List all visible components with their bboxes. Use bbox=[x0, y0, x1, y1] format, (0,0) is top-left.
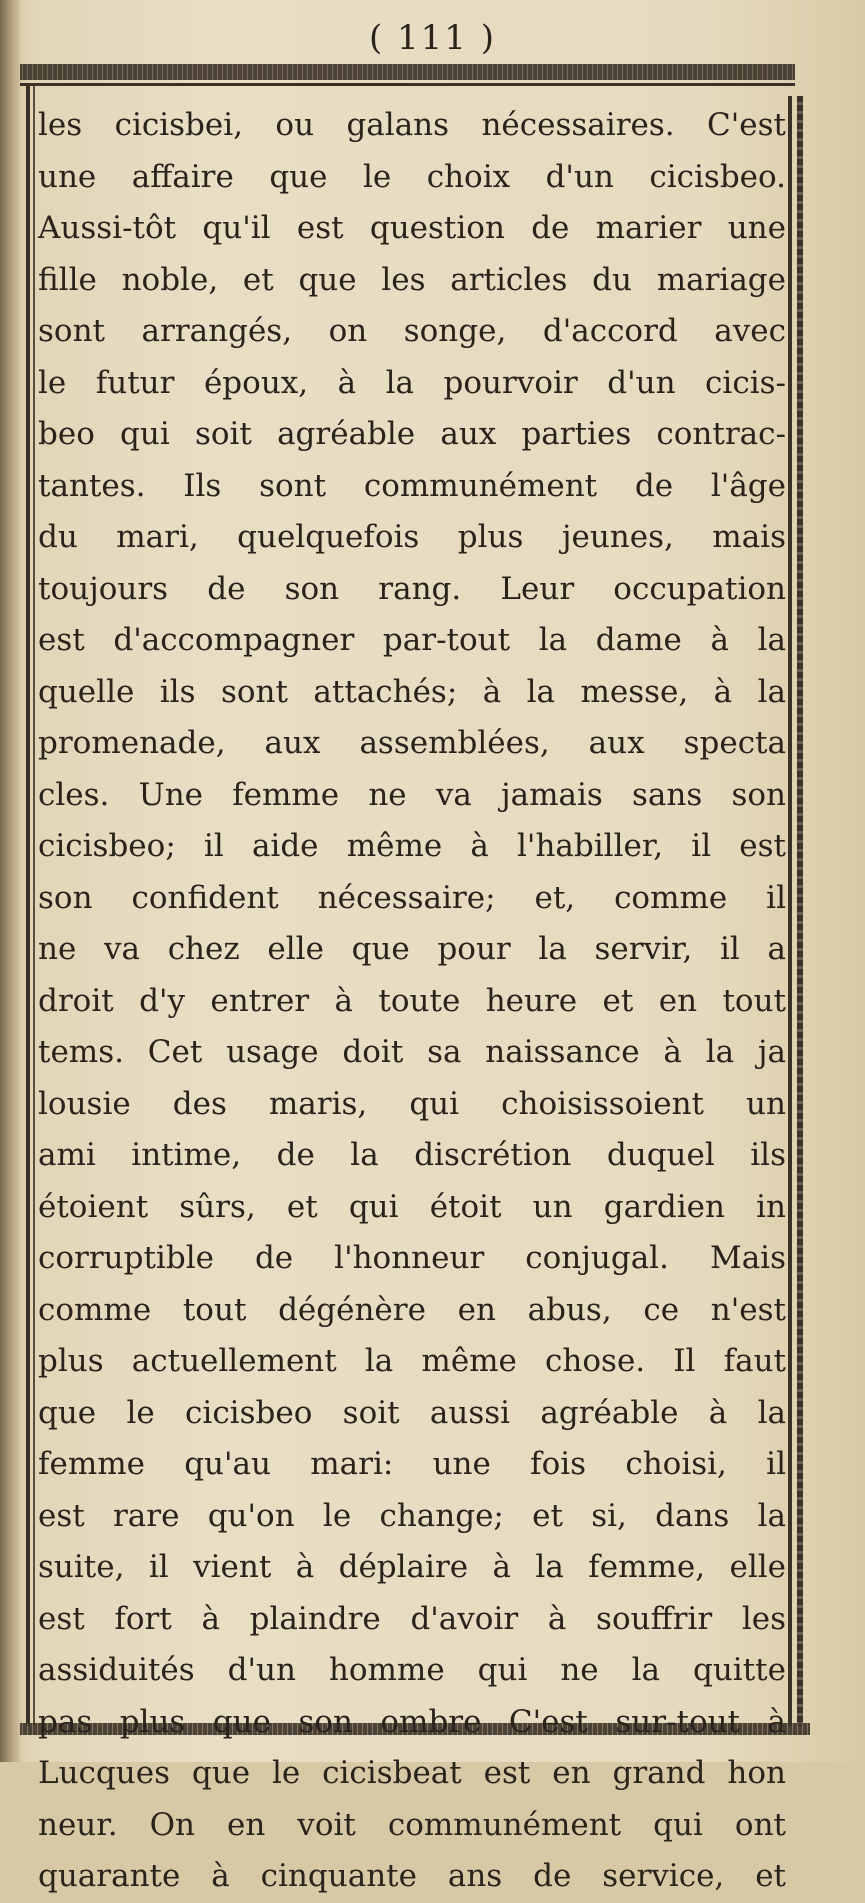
text-line: suite, il vient à déplaire à la femme, elle bbox=[38, 1549, 786, 1585]
text-line: pas plus que son ombre C'est sur-tout à bbox=[38, 1703, 786, 1740]
body-text bbox=[38, 100, 786, 1903]
top-border-thin-rule bbox=[20, 83, 795, 86]
text-line: est d'accompagner par-tout la dame à la bbox=[38, 622, 786, 658]
text-line: ami intime, de la discrétion duquel ils bbox=[38, 1137, 786, 1173]
page-number: ( 111 ) bbox=[368, 18, 497, 58]
text-line: du mari, quelquefois plus jeunes, mais bbox=[38, 519, 786, 555]
text-line: corruptible de l'honneur conjugal. Mais bbox=[38, 1240, 786, 1276]
text-line: cicisbeo; il aide même à l'habiller, il est bbox=[38, 828, 786, 864]
text-line: est fort à plaindre d'avoir à souffrir les bbox=[38, 1600, 786, 1637]
text-line: droit d'y entrer à toute heure et en tout bbox=[38, 982, 786, 1019]
text-line: étoient sûrs, et qui étoit un gardien in bbox=[38, 1188, 786, 1225]
text-line: quarante à cinquante ans de service, et bbox=[38, 1858, 786, 1894]
text-line: ne va chez elle que pour la servir, il a bbox=[38, 931, 786, 967]
text-line: lousie des maris, qui choisissoient un bbox=[38, 1085, 786, 1122]
top-border-rule bbox=[20, 64, 795, 80]
text-line: femme qu'au mari: une fois choisi, il bbox=[38, 1446, 786, 1482]
text-line: neur. On en voit communément qui ont bbox=[38, 1806, 786, 1843]
text-line: cles. Une femme ne va jamais sans son bbox=[38, 776, 786, 813]
text-line: quelle ils sont attachés; à la messe, à la bbox=[38, 673, 786, 710]
right-border-outer-rule bbox=[797, 96, 803, 1726]
text-line: sont arrangés, on songe, d'accord avec bbox=[38, 313, 786, 349]
left-border-rule bbox=[26, 86, 30, 1726]
text-line: une affaire que le choix d'un cicisbeo. bbox=[38, 158, 786, 195]
left-border-inner-rule bbox=[33, 86, 35, 1726]
text-line: Aussi-tôt qu'il est question de marier une bbox=[38, 210, 786, 246]
text-line: le futur époux, à la pourvoir d'un cicis- bbox=[38, 364, 786, 401]
text-line: que le cicisbeo soit aussi agréable à la bbox=[38, 1394, 786, 1431]
text-line: promenade, aux assemblées, aux specta bbox=[38, 725, 786, 761]
text-line: comme tout dégénère en abus, ce n'est bbox=[38, 1291, 786, 1328]
binding-shadow bbox=[0, 0, 22, 1762]
text-line: est rare qu'on le change; et si, dans la bbox=[38, 1497, 786, 1534]
text-line: plus actuellement la même chose. Il faut bbox=[38, 1343, 786, 1379]
text-line: son confident nécessaire; et, comme il bbox=[38, 879, 786, 916]
text-line: assiduités d'un homme qui ne la quitte bbox=[38, 1652, 786, 1688]
text-line: beo qui soit agréable aux parties contrac- bbox=[38, 416, 786, 452]
right-border-rule bbox=[788, 96, 792, 1726]
text-line: tantes. Ils sont communément de l'âge bbox=[38, 467, 786, 504]
text-line: toujours de son rang. Leur occupation bbox=[38, 570, 786, 607]
text-line: les cicisbei, ou galans nécessaires. C'est bbox=[38, 107, 786, 143]
text-line: fille noble, et que les articles du mariage bbox=[38, 261, 786, 298]
text-line: tems. Cet usage doit sa naissance à la ja bbox=[38, 1034, 786, 1070]
text-line: Lucques que le cicisbeat est en grand hon bbox=[38, 1755, 786, 1791]
